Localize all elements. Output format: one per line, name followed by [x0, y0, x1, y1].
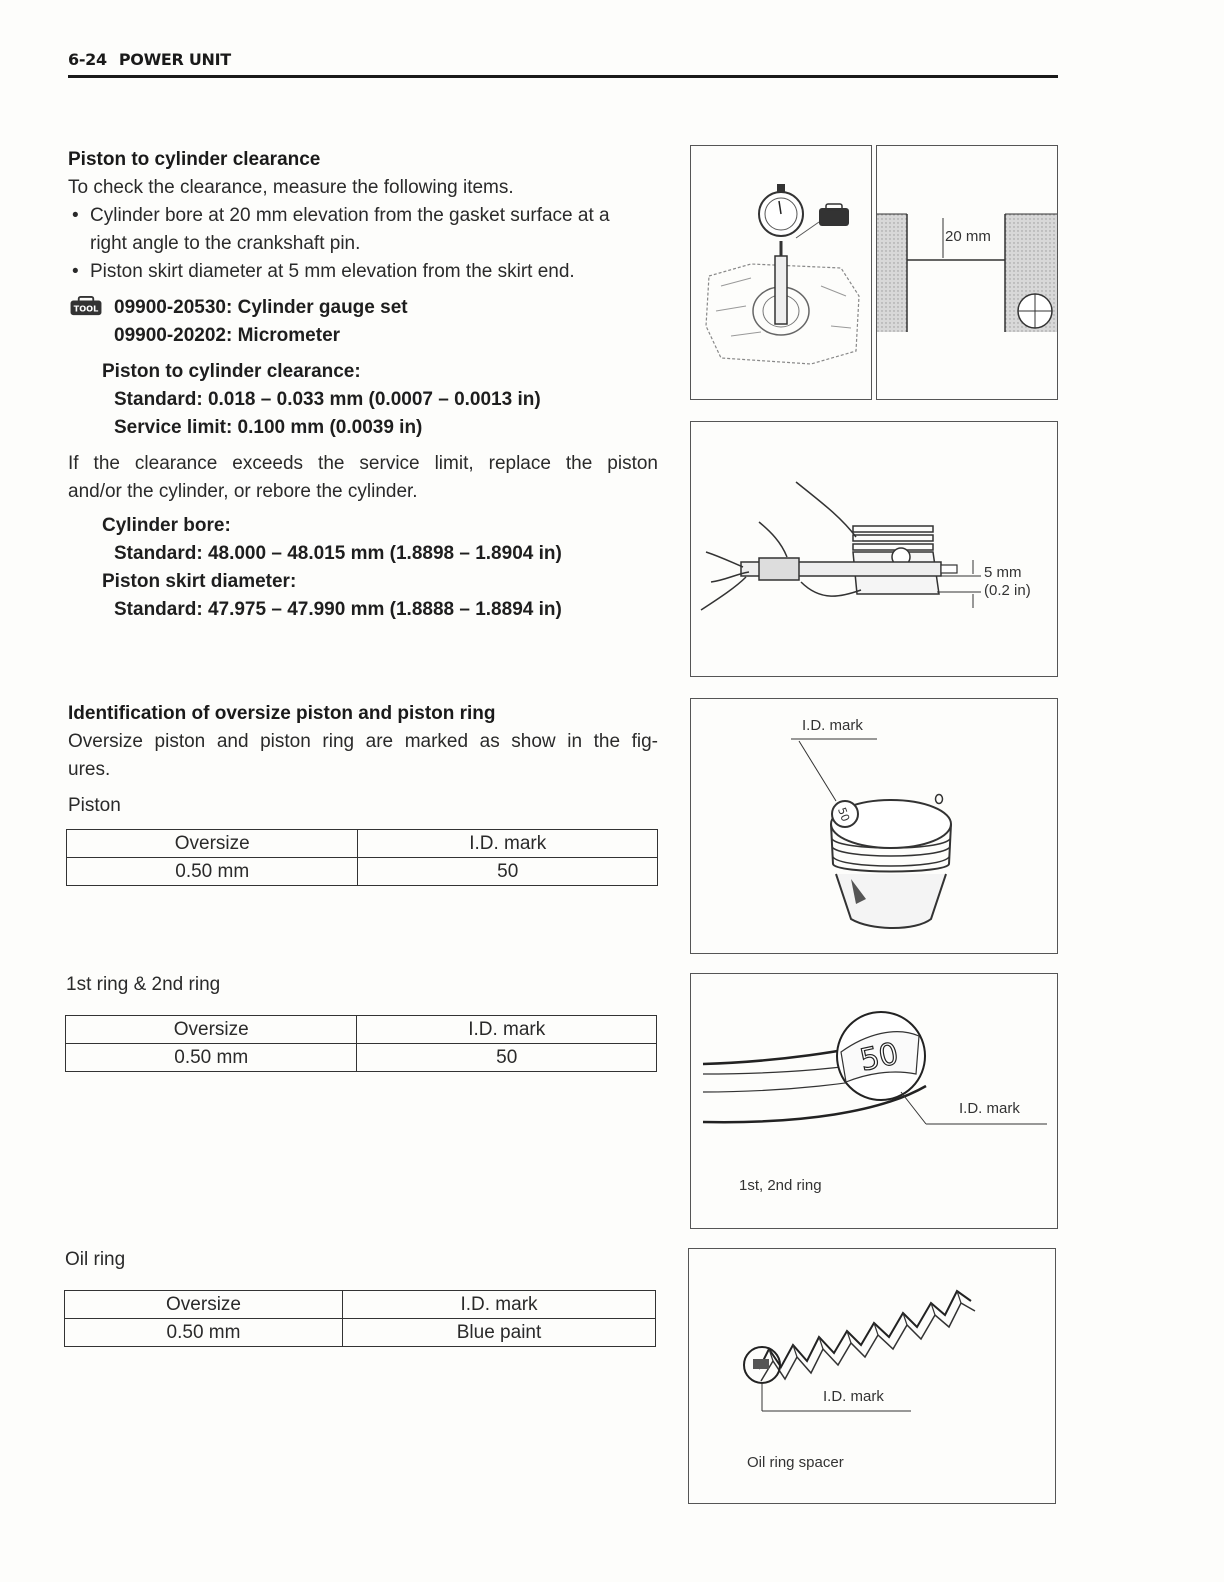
page-number: 6-24	[68, 50, 107, 69]
ring-caption: 1st, 2nd ring	[739, 1177, 822, 1194]
table-row	[66, 1044, 657, 1072]
tool-icon-text: TOOL	[73, 303, 99, 314]
bore-section-drawing	[877, 146, 1057, 399]
col-mark: I.D. mark	[357, 1016, 657, 1044]
bore-title: Cylinder bore:	[102, 515, 231, 536]
figure-oil-ring	[688, 1248, 1056, 1504]
clearance-para-2: and/or the cylinder, or rebore the cylinder.	[68, 481, 418, 502]
oil-caption: Oil ring spacer	[747, 1454, 844, 1471]
section-title: POWER UNIT	[118, 50, 231, 69]
oversize-heading: Identification of oversize piston and piston ring	[68, 703, 496, 724]
figure-piston-skirt	[690, 421, 1058, 677]
piston-mark-drawing	[691, 699, 1057, 953]
skirt-standard: Standard: 47.975 – 47.990 mm (1.8888 – 1.8894 in)	[114, 599, 562, 620]
oil-table	[64, 1290, 656, 1347]
tool-1-text: 09900-20530: Cylinder gauge set	[114, 297, 408, 318]
cell-oversize: 0.50 mm	[67, 858, 358, 886]
oversize-intro-1: Oversize piston and piston ring are marked as show in the fig-	[68, 731, 658, 752]
figure-cylinder-gauge	[690, 145, 872, 400]
col-oversize: Oversize	[65, 1291, 343, 1319]
header-text	[68, 50, 1058, 69]
dim-5mm: 5 mm	[984, 564, 1022, 581]
bullet-skirt	[68, 258, 658, 286]
oversize-section	[68, 700, 658, 820]
tool-icon	[68, 296, 104, 316]
piston-table	[66, 829, 658, 886]
spec-title: Piston to cylinder clearance:	[102, 361, 361, 382]
spec-limit: Service limit: 0.100 mm (0.0039 in)	[114, 417, 423, 438]
rings-table	[65, 1015, 657, 1072]
bullet-continuation: right angle to the crankshaft pin.	[90, 233, 361, 254]
rings-label: 1st ring & 2nd ring	[66, 974, 221, 995]
table-row	[67, 858, 658, 886]
bullet-text: Cylinder bore at 20 mm elevation from the gasket surface at a	[90, 205, 610, 226]
bullet-cylinder-bore	[68, 202, 658, 230]
cell-oversize: 0.50 mm	[66, 1044, 357, 1072]
tool-line-2: 09900-20202: Micrometer	[114, 325, 341, 346]
bore-standard: Standard: 48.000 – 48.015 mm (1.8898 – 1.8904 in)	[114, 543, 562, 564]
oil-id-mark-label: I.D. mark	[823, 1388, 884, 1405]
bullet-text: Piston skirt diameter at 5 mm elevation from the skirt end.	[90, 261, 575, 282]
oil-ring-drawing	[689, 1249, 1055, 1503]
header-rule	[68, 75, 1058, 78]
figure-piston-mark	[690, 698, 1058, 954]
col-mark: I.D. mark	[343, 1291, 656, 1319]
table-row	[65, 1319, 656, 1347]
table-row	[67, 830, 658, 858]
col-mark: I.D. mark	[358, 830, 658, 858]
figure-bore-section	[876, 145, 1058, 400]
piston-label: Piston	[68, 795, 121, 816]
oversize-intro-2: ures.	[68, 759, 111, 780]
dim-20mm: 20 mm	[945, 228, 991, 245]
cell-mark: Blue paint	[343, 1319, 656, 1347]
clearance-intro: To check the clearance, measure the following items.	[68, 177, 514, 198]
figure-ring-mark	[690, 973, 1058, 1229]
cell-mark: 50	[358, 858, 658, 886]
ring-stamp: 50	[856, 1036, 902, 1079]
col-oversize: Oversize	[66, 1016, 357, 1044]
ring-id-mark-label: I.D. mark	[959, 1100, 1020, 1117]
clearance-para-1: If the clearance exceeds the service limit, replace the piston	[68, 453, 658, 474]
skirt-title: Piston skirt diameter:	[102, 571, 297, 592]
table-row	[66, 1016, 657, 1044]
table-row	[65, 1291, 656, 1319]
oil-label: Oil ring	[65, 1249, 126, 1270]
piston-stamp: 50	[835, 805, 853, 824]
page-header	[68, 50, 1058, 69]
cell-oversize: 0.50 mm	[65, 1319, 343, 1347]
col-oversize: Oversize	[67, 830, 358, 858]
dim-02in: (0.2 in)	[984, 582, 1031, 599]
clearance-section	[68, 146, 658, 624]
tool-line-1	[68, 294, 658, 322]
piston-id-mark-label: I.D. mark	[802, 717, 863, 734]
spec-standard: Standard: 0.018 – 0.033 mm (0.0007 – 0.0013 in)	[114, 389, 541, 410]
cylinder-gauge-drawing	[691, 146, 871, 399]
piston-skirt-drawing	[691, 422, 1057, 676]
clearance-heading: Piston to cylinder clearance	[68, 149, 321, 170]
cell-mark: 50	[357, 1044, 657, 1072]
